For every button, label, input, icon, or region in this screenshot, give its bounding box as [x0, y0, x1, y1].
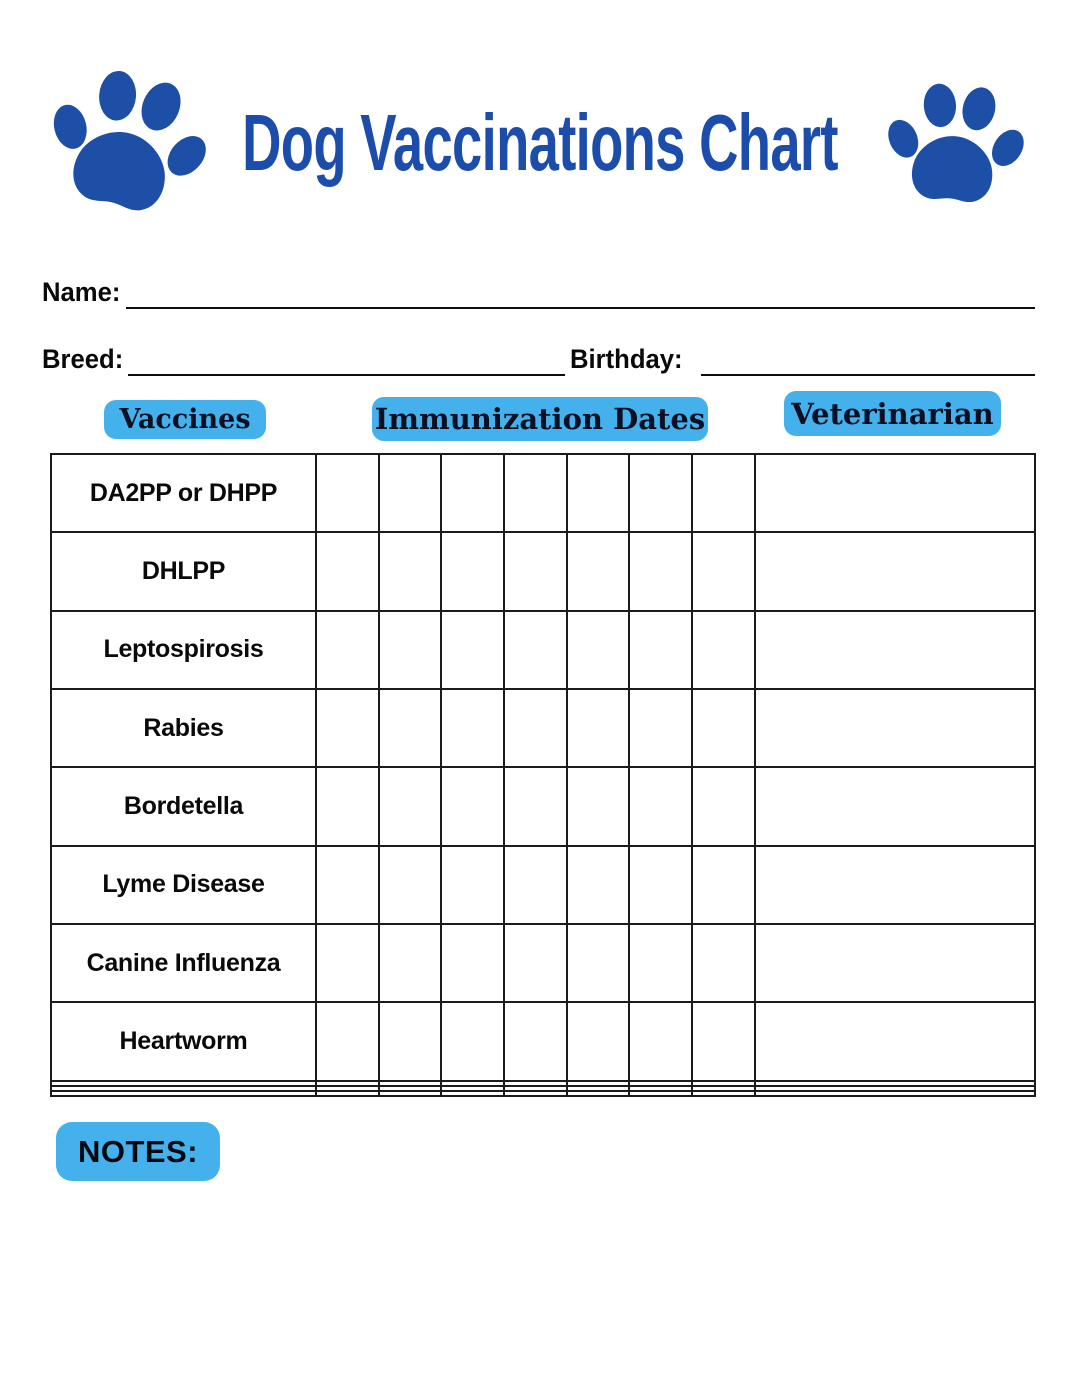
immunization-date-cell[interactable] — [692, 532, 755, 610]
immunization-date-cell[interactable] — [692, 1091, 755, 1096]
immunization-date-cell[interactable] — [567, 454, 630, 532]
immunization-date-cell[interactable] — [441, 1091, 504, 1096]
immunization-date-cell[interactable] — [441, 454, 504, 532]
immunization-date-cell[interactable] — [692, 767, 755, 845]
immunization-date-cell[interactable] — [692, 1002, 755, 1080]
veterinarian-cell[interactable] — [755, 611, 1035, 689]
immunization-date-cell[interactable] — [316, 1002, 379, 1080]
immunization-date-cell[interactable] — [504, 767, 567, 845]
column-header-veterinarian: Veterinarian — [784, 391, 1001, 436]
immunization-date-cell[interactable] — [692, 454, 755, 532]
immunization-date-cell[interactable] — [379, 1002, 442, 1080]
immunization-date-cell[interactable] — [316, 689, 379, 767]
immunization-date-cell[interactable] — [316, 532, 379, 610]
vaccine-name-cell: Bordetella — [51, 767, 316, 845]
immunization-date-cell[interactable] — [629, 924, 692, 1002]
table-row — [51, 846, 1035, 924]
veterinarian-cell[interactable] — [755, 689, 1035, 767]
immunization-date-cell[interactable] — [692, 924, 755, 1002]
immunization-date-cell[interactable] — [629, 846, 692, 924]
veterinarian-cell[interactable] — [755, 1002, 1035, 1080]
paw-print-icon — [878, 70, 1031, 236]
vaccination-table — [50, 453, 1034, 1097]
veterinarian-cell[interactable] — [755, 767, 1035, 845]
immunization-date-cell[interactable] — [504, 846, 567, 924]
immunization-date-cell[interactable] — [629, 611, 692, 689]
immunization-date-cell[interactable] — [441, 532, 504, 610]
veterinarian-cell[interactable] — [755, 454, 1035, 532]
immunization-date-cell[interactable] — [504, 1091, 567, 1096]
immunization-date-cell[interactable] — [629, 454, 692, 532]
vaccine-name-cell: DHLPP — [51, 532, 316, 610]
immunization-date-cell[interactable] — [379, 454, 442, 532]
immunization-date-cell[interactable] — [504, 689, 567, 767]
vaccine-name-cell: Rabies — [51, 689, 316, 767]
immunization-date-cell[interactable] — [692, 846, 755, 924]
table-row — [51, 532, 1035, 610]
immunization-date-cell[interactable] — [379, 846, 442, 924]
immunization-date-cell[interactable] — [567, 1091, 630, 1096]
birthday-label: Birthday: — [570, 344, 683, 374]
immunization-date-cell[interactable] — [567, 1002, 630, 1080]
immunization-date-cell[interactable] — [379, 689, 442, 767]
immunization-date-cell[interactable] — [316, 1091, 379, 1096]
immunization-date-cell[interactable] — [504, 611, 567, 689]
immunization-date-cell[interactable] — [441, 689, 504, 767]
column-header-vaccines: Vaccines — [104, 400, 266, 439]
immunization-date-cell[interactable] — [504, 532, 567, 610]
table-row — [51, 767, 1035, 845]
immunization-date-cell[interactable] — [379, 767, 442, 845]
veterinarian-cell[interactable] — [755, 1091, 1035, 1096]
immunization-date-cell[interactable] — [504, 924, 567, 1002]
immunization-date-cell[interactable] — [441, 1002, 504, 1080]
immunization-date-cell[interactable] — [692, 611, 755, 689]
vaccine-name-cell: Heartworm — [51, 1002, 316, 1080]
table-row — [51, 611, 1035, 689]
column-header-immunization-dates: Immunization Dates — [372, 397, 708, 441]
table-row — [51, 689, 1035, 767]
immunization-date-cell[interactable] — [629, 689, 692, 767]
immunization-date-cell[interactable] — [316, 846, 379, 924]
vaccine-name-cell: Lyme Disease — [51, 846, 316, 924]
immunization-date-cell[interactable] — [629, 1091, 692, 1096]
immunization-date-cell[interactable] — [316, 924, 379, 1002]
immunization-date-cell[interactable] — [567, 611, 630, 689]
vaccine-name-cell: Canine Influenza — [51, 924, 316, 1002]
breed-label: Breed: — [42, 344, 124, 374]
immunization-date-cell[interactable] — [441, 924, 504, 1002]
name-input-line[interactable] — [126, 306, 1035, 309]
vaccine-name-cell: DA2PP or DHPP — [51, 454, 316, 532]
table-row — [51, 1002, 1035, 1080]
immunization-date-cell[interactable] — [692, 689, 755, 767]
page-title: Dog Vaccinations Chart — [242, 98, 838, 187]
immunization-date-cell[interactable] — [629, 1002, 692, 1080]
immunization-date-cell[interactable] — [316, 611, 379, 689]
breed-input-line[interactable] — [128, 373, 565, 376]
immunization-date-cell[interactable] — [629, 767, 692, 845]
immunization-date-cell[interactable] — [441, 846, 504, 924]
birthday-input-line[interactable] — [701, 373, 1035, 376]
immunization-date-cell[interactable] — [441, 767, 504, 845]
immunization-date-cell[interactable] — [629, 532, 692, 610]
immunization-date-cell[interactable] — [504, 1002, 567, 1080]
immunization-date-cell[interactable] — [379, 611, 442, 689]
veterinarian-cell[interactable] — [755, 924, 1035, 1002]
immunization-date-cell[interactable] — [379, 1091, 442, 1096]
vaccine-name-cell[interactable] — [51, 1091, 316, 1096]
table-row — [51, 1091, 1035, 1096]
notes-badge: NOTES: — [56, 1122, 220, 1181]
immunization-date-cell[interactable] — [504, 454, 567, 532]
immunization-date-cell[interactable] — [567, 532, 630, 610]
veterinarian-cell[interactable] — [755, 532, 1035, 610]
immunization-date-cell[interactable] — [316, 454, 379, 532]
immunization-date-cell[interactable] — [316, 767, 379, 845]
table-row — [51, 454, 1035, 532]
immunization-date-cell[interactable] — [379, 924, 442, 1002]
vaccine-name-cell: Leptospirosis — [51, 611, 316, 689]
immunization-date-cell[interactable] — [567, 846, 630, 924]
table-row — [51, 924, 1035, 1002]
immunization-date-cell[interactable] — [567, 924, 630, 1002]
name-label: Name: — [42, 277, 121, 307]
immunization-date-cell[interactable] — [379, 532, 442, 610]
immunization-date-cell[interactable] — [567, 689, 630, 767]
immunization-date-cell[interactable] — [441, 611, 504, 689]
vaccine-table-body — [51, 454, 1035, 1096]
immunization-date-cell[interactable] — [567, 767, 630, 845]
veterinarian-cell[interactable] — [755, 846, 1035, 924]
